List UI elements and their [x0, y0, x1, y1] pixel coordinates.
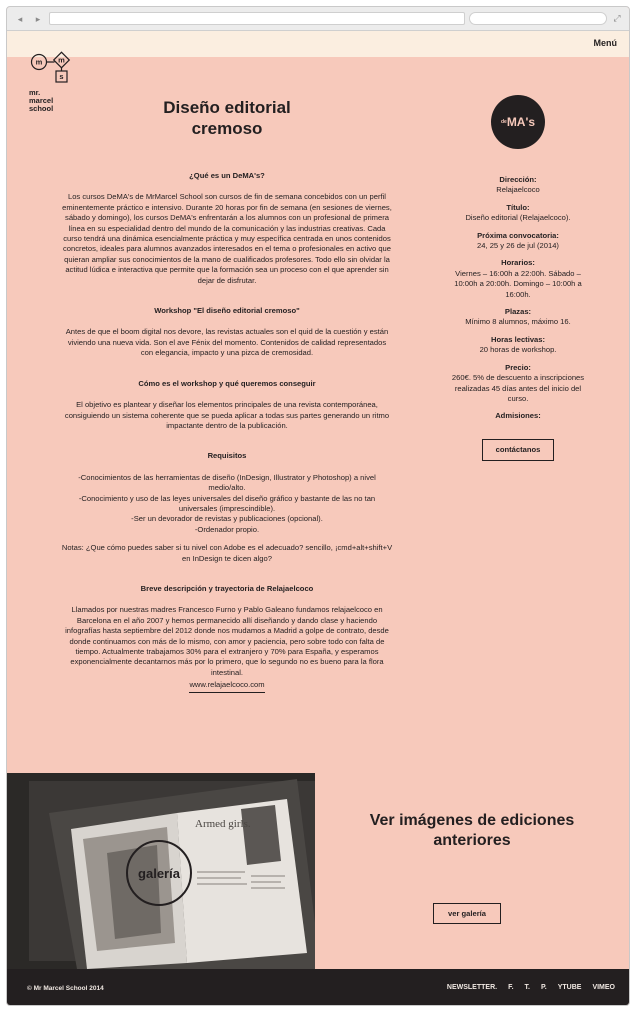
badge-text: MA's — [506, 115, 536, 129]
logo-line: school — [29, 104, 54, 113]
course-info-sidebar — [427, 95, 609, 461]
back-arrow-icon[interactable]: ◂ — [17, 13, 23, 24]
requirements-list — [57, 473, 397, 535]
info-convocatoria — [427, 231, 609, 252]
requirement-item: -Ordenador propio. — [194, 524, 260, 534]
info-titulo — [427, 203, 609, 224]
footer-link-newsletter[interactable]: NEWSLETTER. — [446, 984, 498, 991]
logo-line: mr. — [29, 88, 41, 97]
logo-letter: s — [59, 72, 64, 81]
info-label: Horarios: — [501, 258, 535, 268]
footer-link-youtube[interactable]: YTUBE — [557, 984, 582, 991]
footer-link-twitter[interactable]: T. — [524, 984, 530, 991]
footer-link-facebook[interactable]: F. — [508, 984, 514, 991]
section-heading: Cómo es el workshop y qué queremos conseguir — [138, 378, 316, 388]
section-body: Antes de que el boom digital nos devore, las revistas actuales son el quid de la cuestión y están viviendo una nueva vida. Son el ave Fénix del momento. Contenidos de calidad representados con elegancia, impacto y una pizca de cremosidad. — [65, 327, 389, 358]
site-footer — [7, 969, 630, 1006]
forward-arrow-icon[interactable]: ▸ — [35, 13, 41, 24]
contact-button[interactable]: contáctanos — [482, 439, 555, 461]
section-body: Los cursos DeMA's de MrMarcel School son cursos de fin de semana concebidos con un perfil eminentemente práctico e intensivo. Durante 20 horas por fin de semana (en sesiones de viernes, sábado y domingo), los cursos DeMA's enfrentarán a los alumnos con un profesional de primera línea en su especialidad dentro del mundo de la comunicación y las industrias creativas. Cada curso tendrá una dinámica esencialmente práctica y muy específica centrada en unos contenidos concretos, ideales para alumnos avanzados interesados en el tema o profesionales en activo que quieran ampliar sus conocimientos de la mano de cualificados profesores. Todo ello sin olvidar la actitud lúdica e interactiva que permite que la formación sea un proceso con el que aprender sin dejar de disfrutar. — [62, 192, 392, 285]
logo-letter: m — [58, 55, 65, 65]
site-header — [7, 31, 629, 57]
browser-toolbar — [7, 7, 629, 31]
gallery-photo[interactable] — [7, 773, 315, 969]
requirement-item: -Conocimiento y uso de las leyes universales del diseño gráfico y bastante de las no tan universales (imprescindible). — [78, 493, 376, 513]
relajaelcoco-link[interactable]: www.relajaelcoco.com — [189, 680, 264, 692]
expand-icon[interactable]: ⤢ — [613, 13, 621, 23]
gallery-circle-label: galería — [138, 866, 180, 881]
magazine-photo-illustration — [7, 773, 315, 969]
info-value: 260€. 5% de descuento a inscripciones realizadas 45 días antes del inicio del curso. — [451, 373, 585, 403]
page-title: Diseño editorial cremoso — [163, 98, 291, 138]
info-label: Próxima convocatoria: — [477, 230, 559, 240]
info-value: 24, 25 y 26 de jul (2014) — [477, 241, 559, 251]
demas-badge — [491, 95, 545, 149]
info-horarios — [427, 258, 609, 300]
footer-link-vimeo[interactable]: VIMEO — [592, 984, 615, 991]
main-content — [57, 97, 397, 693]
bio-heading: Breve descripción y trayectoria de Relajaelcoco — [140, 583, 314, 593]
bio-body: Llamados por nuestras madres Francesco Furno y Pablo Galeano fundamos relajaelcoco en Barcelona en el año 2007 y hemos permanecido allí diseñando y dando clase y haciendo infografías hasta septiembre del 2012 donde nos mudamos a Madrid a golpe de contrato, desde donde continuamos con más de lo mismo, con amor y paciencia, pero sobre todo con falta de tiempo. Actualmente trabajamos 30% para el extranjero y 70% para España, y esperamos exponencialmente decantarnos más por lo primero, que lo segundo no es bueno para la flora intestinal. — [65, 605, 389, 677]
gallery-section — [7, 773, 630, 969]
info-label: Dirección: — [499, 175, 537, 184]
view-gallery-button[interactable]: ver galería — [433, 903, 501, 924]
footer-links — [447, 984, 615, 991]
info-value: Diseño editorial (Relajaelcoco). — [465, 213, 571, 223]
logo-letter: m — [35, 57, 43, 67]
requirement-item: -Ser un devorador de revistas y publicaciones (opcional). — [131, 514, 323, 524]
section-body: El objetivo es plantear y diseñar los elementos principales de una revista contemporánea, consiguiendo un sistema coherente que se pueda aplicar a todas sus partes generando un ritmo impactante dentro de la publicación. — [64, 400, 390, 430]
info-precio — [427, 363, 609, 405]
section-heading: ¿Qué es un DeMA's? — [189, 171, 265, 180]
requirement-item: -Conocimientos de las herramientas de diseño (InDesign, Illustrator y Photoshop) a nivel medio/alto. — [78, 472, 376, 493]
browser-search-input[interactable] — [469, 12, 607, 25]
section-heading: Workshop "El diseño editorial cremoso" — [154, 306, 300, 316]
requirements-note: Notas: ¿Que cómo puedes saber si tu nivel con Adobe es el adecuado? sencillo, ¡cmd+alt+shift+V en InDesign te dicen algo? — [61, 543, 393, 563]
info-plazas — [427, 307, 609, 328]
info-label: Horas lectivas: — [490, 334, 546, 344]
info-value: Relajaelcoco — [496, 185, 540, 195]
info-value: Viernes – 16:00h a 22:00h. Sábado – 10:00h a 20:00h. Domingo – 10:00h a 16:00h. — [454, 268, 582, 299]
info-label: Admisiones: — [495, 411, 541, 421]
info-value: Mínimo 8 alumnos, máximo 16. — [465, 317, 571, 327]
info-label: Título: — [506, 202, 530, 212]
gallery-title: Ver imágenes de ediciones anteriores — [369, 812, 575, 849]
copyright: © Mr Marcel School 2014 — [27, 985, 104, 992]
info-admisiones — [427, 411, 609, 421]
logo-line: marcel — [29, 96, 54, 105]
logo-wordmark — [29, 89, 53, 113]
badge-prefix: de — [500, 119, 507, 125]
info-value: 20 horas de workshop. — [479, 345, 557, 355]
magazine-headline: Armed girls. — [195, 818, 251, 830]
info-direccion — [427, 175, 609, 196]
info-label: Plazas: — [504, 307, 532, 317]
requirements-heading: Requisitos — [207, 451, 247, 461]
menu-link[interactable]: Menú — [593, 38, 617, 48]
footer-link-pinterest[interactable]: P. — [540, 984, 547, 991]
address-bar[interactable] — [49, 12, 465, 25]
info-label: Precio: — [505, 362, 531, 372]
browser-window — [6, 6, 630, 1006]
info-horas-lectivas — [427, 335, 609, 356]
